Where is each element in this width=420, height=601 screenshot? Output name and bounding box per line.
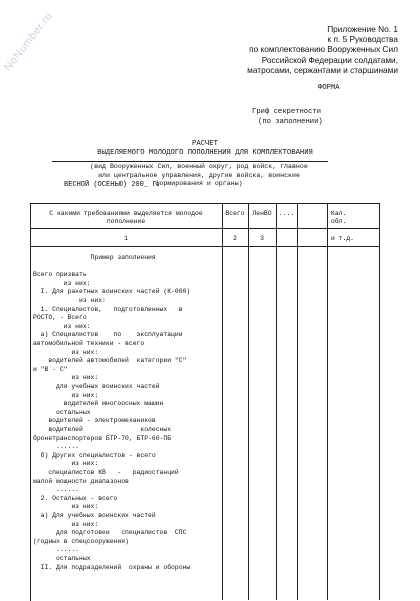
table-row: специалистов КВ - радиостанций <box>33 469 179 476</box>
secrecy-block <box>252 108 323 127</box>
table-row: из них: <box>33 374 99 382</box>
caption-line: формирования и органы) <box>155 180 243 188</box>
table-row: автомобильной техники - всего <box>33 340 145 347</box>
column-number-total: 2 <box>233 235 237 242</box>
header-line: Кал. <box>331 210 347 217</box>
header-line: обл. <box>331 217 347 225</box>
table-row: (годных в спецсооружения) <box>33 537 129 545</box>
table-row: из них: <box>33 279 91 287</box>
column-divider <box>276 203 277 600</box>
table-row: из них: <box>33 460 99 468</box>
column-divider <box>297 203 298 600</box>
table-row: водителей - электромехаников <box>33 417 156 425</box>
header-total: Всего <box>225 210 245 217</box>
table-row: ...... <box>33 546 80 554</box>
table-row: из них: <box>33 520 99 528</box>
column-divider <box>222 203 223 600</box>
table-row: I. Для ракетных воинских частей (К-000) <box>33 288 191 296</box>
watermark: NoNumber.ru <box>2 10 56 74</box>
table-row: 2. Остальных - всего <box>33 494 118 502</box>
table-row: из них: <box>33 391 99 399</box>
table-row: бронетранспортеров БТР-70, БТР-60-ПБ <box>33 434 172 442</box>
appendix-line: к п. 5 Руководства <box>327 34 398 45</box>
header-dots: .... <box>278 210 295 217</box>
table-row: 1. Специалистов, подготовленных в <box>33 305 183 313</box>
secrecy-line: (по заполнении) <box>258 117 323 126</box>
table-row: II. Для подразделений охраны и обороны <box>33 563 191 571</box>
fill-in-line <box>52 161 328 162</box>
document-subtitle: ВЫДЕЛЯЕМОГО МОЛОДОГО ПОПОЛНЕНИЯ ДЛЯ КОМПЛЕКТОВАНИЯ <box>97 149 313 157</box>
table-row: Всего призвать <box>33 271 87 279</box>
table-row: а) Специалистов по эксплуатации <box>33 331 183 339</box>
table-row: водителей многоосных машин <box>33 400 164 408</box>
header-bottom-rule <box>30 228 380 229</box>
table-row: и "В - С" <box>33 365 68 373</box>
caption-line: (вид Вооруженных Сил, военный округ, род войск, главное <box>90 163 308 170</box>
header-requirements <box>33 210 219 225</box>
table-row: Пример заполнения <box>33 254 156 261</box>
header-line: пополнение <box>106 217 146 225</box>
column-number-main: 1 <box>124 235 128 242</box>
table-row: водителей колесных <box>33 426 172 433</box>
appendix-block <box>247 24 398 75</box>
column-number-lenvo: 3 <box>260 235 264 242</box>
table-row: водителей автомобилей категории "С" <box>33 357 187 365</box>
header-line: С какими требованиями выделяется молодое <box>49 210 203 217</box>
column-divider <box>248 203 249 600</box>
table-right-border <box>379 203 380 600</box>
secrecy-line: Гриф секретности <box>252 108 322 116</box>
table-row: РОСТО, - Всего <box>33 314 87 322</box>
document-title: РАСЧЕТ <box>192 140 218 148</box>
table-row: остальных <box>33 408 91 416</box>
appendix-line: Российской Федерации солдатами, <box>261 54 398 65</box>
appendix-line: по комплектованию Вооруженных Сил <box>249 44 398 55</box>
table-row: из них: <box>33 297 106 304</box>
appendix-line: Приложение No. 1 <box>327 24 398 34</box>
caption-line: или центральное управления, другие войска, воинские <box>98 171 300 179</box>
column-number-calc: и т.д. <box>331 235 355 242</box>
header-calc <box>327 210 383 225</box>
table-row: из них: <box>33 348 99 356</box>
season-line: ВЕСНОЙ (ОСЕНЬЮ) 200_ Г. <box>64 181 161 189</box>
table-row: ...... <box>33 486 80 494</box>
appendix-line: матросами, сержантами и старшинами <box>247 64 398 75</box>
table-row: для подготовки специалистов СПС <box>33 529 187 537</box>
table-row: для учебных воинских частей <box>33 383 160 390</box>
table-row: из них: <box>33 322 91 330</box>
table-row: малой мощности диапазонов <box>33 477 129 485</box>
table-row: остальных <box>33 555 91 562</box>
table-row: ...... <box>33 443 80 451</box>
table-row: из них: <box>33 503 99 511</box>
table-row: а) Для учебных воинских частей <box>33 512 156 519</box>
column-divider <box>327 203 328 600</box>
number-row-bottom-rule <box>30 246 380 247</box>
table-row: б) Других специалистов - всего <box>33 451 156 459</box>
form-label: ФОРМА <box>318 84 340 92</box>
header-lenvo: ЛенВО <box>252 210 272 217</box>
